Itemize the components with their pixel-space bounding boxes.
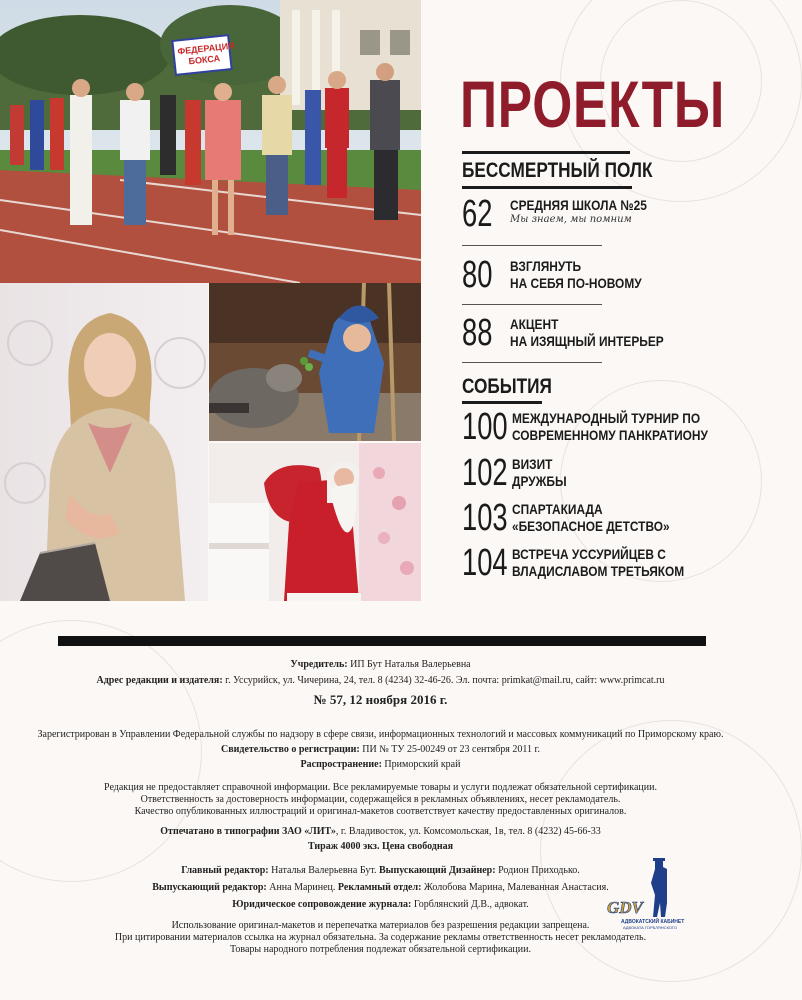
item-title-line2: ДРУЖБЫ [512,473,567,489]
item-title-line2: СОВРЕМЕННОМУ ПАНКРАТИОНУ [512,427,708,443]
divider [462,304,602,305]
item-subtitle: Мы знаем, мы помним [510,214,632,225]
item-title: ВСТРЕЧА УССУРИЙЦЕВ С [512,546,666,562]
disclaimer-line: Редакция не предоставляет справочной информации. Все рекламируемые товары и услуги подлежат обязательной сертификации. [104,782,657,793]
page-number: 104 [462,542,508,584]
editor-line: Главный редактор: Наталья Валерьевна Бут. Выпускающий Дизайнер: Родион Приходько. [181,865,580,876]
item-title: МЕЖДУНАРОДНЫЙ ТУРНИР ПО [512,410,701,426]
item-title: АКЦЕНТ [510,316,559,332]
item-title-line2: НА СЕБЯ ПО-НОВОМУ [510,275,642,291]
item-title: СРЕДНЯЯ ШКОЛА №25 [510,197,647,213]
legal-line: Юридическое сопровождение журнала: Горблянский Д.В., адвокат. [232,899,529,910]
page-number: 103 [462,497,508,539]
portrait-photo [0,283,208,601]
raccoon-photo [209,283,421,441]
section-rule [462,186,632,189]
section-rule [462,401,542,404]
item-title-line2: ВЛАДИСЛАВОМ ТРЕТЬЯКОМ [512,563,685,579]
item-title-line2: НА ИЗЯЩНЫЙ ИНТЕРЬЕР [510,333,664,349]
item-title-line2: «БЕЗОПАСНОЕ ДЕТСТВО» [512,518,670,534]
parade-sign-text: ФЕДЕРАЦИЯ [176,40,236,57]
svg-text:БОКСА: БОКСА [188,53,221,67]
page-number: 80 [462,254,493,296]
imprint-bar [58,636,706,646]
santa-photo [209,443,421,601]
parade-photo [0,0,421,283]
item-title: ВЗГЛЯНУТЬ [510,258,582,274]
issue-number: № 57, 12 ноября 2016 г. [313,692,448,707]
note-line: При цитировании материалов ссылка на журнал обязательна. За содержание рекламы ответственность несет рекламодатель. [114,932,647,943]
registration-line: Зарегистрирован в Управлении Федеральной службы по надзору в сфере связи, информационных технологий и массовых коммуникаций по Приморскому краю. [37,729,724,740]
note-line: Товары народного потребления подлежат обязательной сертификации. [230,944,531,955]
founder-line: Учредитель: ИП Бут Наталья Валерьевна [290,659,471,670]
divider [462,245,602,246]
gdv-logo [605,855,685,935]
page-number: 62 [462,193,493,235]
logo-letters: GDV [607,898,643,917]
logo-line2: АДВОКАТА ГОРБЛЯНСКОГО [623,925,678,930]
distribution-line: Распространение: Приморский край [300,759,461,770]
certificate-line: Свидетельство о регистрации: ПИ № ТУ 25-00249 от 23 сентября 2011 г. [221,744,540,755]
disclaimer-line: Качество опубликованных иллюстраций и оригинал-макетов соответствует качеству предоставленных оригиналов. [134,806,627,817]
issuing-editor-line: Выпускающий редактор: Анна Маринец. Рекламный отдел: Жолобова Марина, Малеванная Анастасия. [152,882,609,893]
address-line: Адрес редакции и издателя: г. Уссурийск, ул. Чичерина, 24, тел. 8 (4234) 32-46-26. Эл. почта: primkat@mail.ru, сайт: www.primcat.ru [96,675,665,686]
page-title: ПРОЕКТЫ [460,67,726,141]
page-number: 100 [462,406,508,448]
section-heading-immortal: БЕССМЕРТНЫЙ ПОЛК [462,159,653,182]
printing-line: Отпечатано в типографии ЗАО «ЛИТ», г. Владивосток, ул. Комсомольская, 1в, тел. 8 (4232) 45-66-33 [160,826,601,837]
title-rule [462,151,630,154]
note-line: Использование оригинал-макетов и перепечатка материалов без разрешения редакции запрещена. [171,920,590,931]
disclaimer-line: Ответственность за достоверность информации, содержащейся в рекламных объявлениях, несет рекламодатель. [140,794,621,805]
page-number: 102 [462,452,508,494]
item-title: СПАРТАКИАДА [512,501,603,517]
logo-line1: АДВОКАТСКИЙ КАБИНЕТ [621,919,685,925]
divider [462,362,602,363]
page-number: 88 [462,312,493,354]
item-title: ВИЗИТ [512,456,553,472]
section-heading-events: СОБЫТИЯ [462,375,552,398]
circulation-line: Тираж 4000 экз. Цена свободная [307,841,454,852]
